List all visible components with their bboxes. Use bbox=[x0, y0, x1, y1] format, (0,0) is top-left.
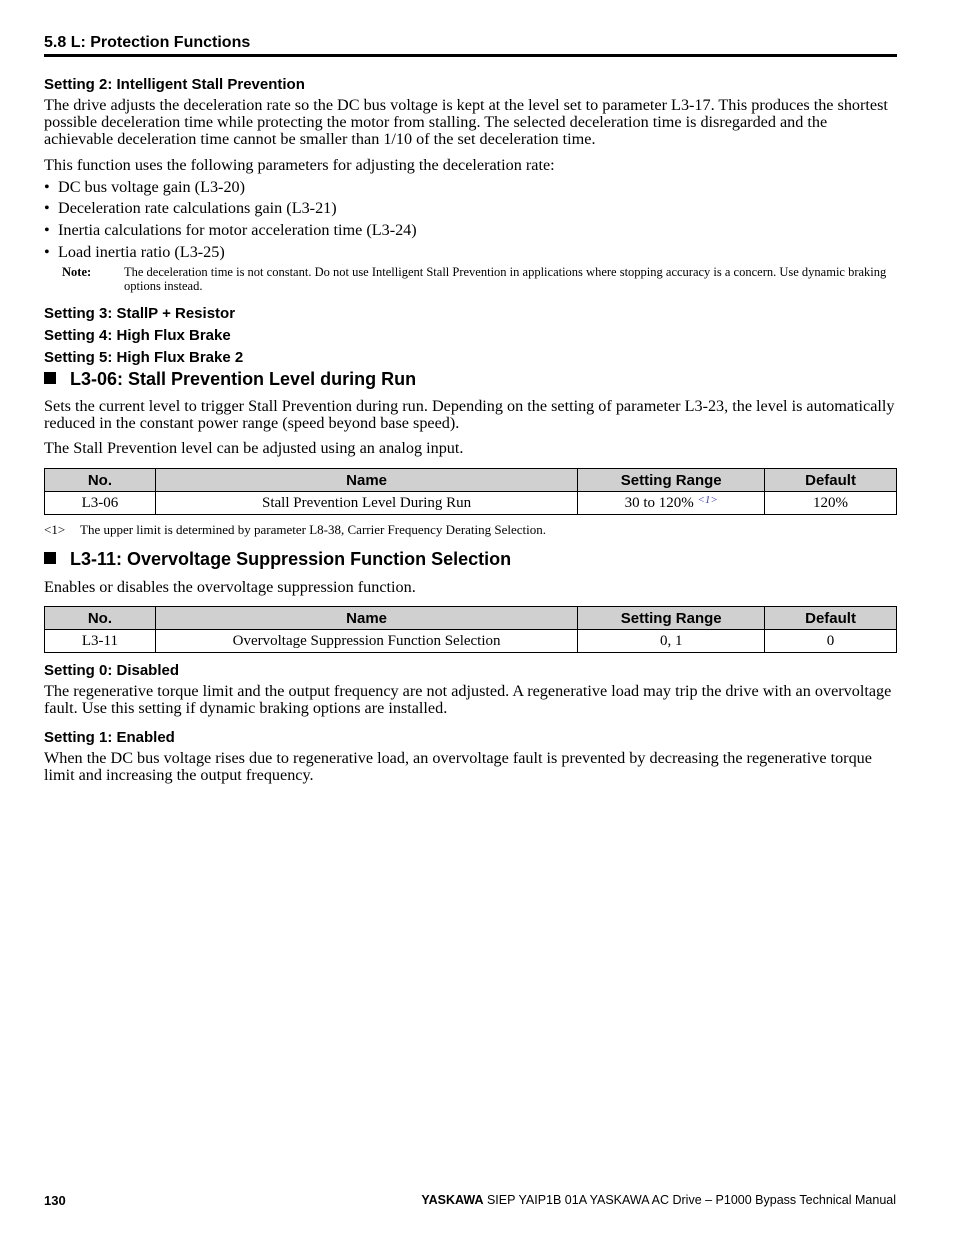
column-header-default: Default bbox=[765, 469, 897, 492]
section-square-icon bbox=[44, 372, 56, 384]
column-header-no: No. bbox=[45, 469, 156, 492]
footnote-marker: <1> bbox=[44, 522, 66, 537]
cell-no: L3-06 bbox=[45, 492, 156, 515]
l3-11-heading: L3-11: Overvoltage Suppression Function Selection bbox=[44, 549, 511, 570]
cell-name: Overvoltage Suppression Function Selection bbox=[155, 630, 577, 653]
column-header-name: Name bbox=[155, 469, 577, 492]
setting5-heading: Setting 5: High Flux Brake 2 bbox=[44, 349, 244, 366]
table-header-row bbox=[45, 469, 897, 492]
setting1-heading: Setting 1: Enabled bbox=[44, 729, 175, 746]
l3-11-parameter-table bbox=[44, 606, 897, 653]
column-header-setting-range: Setting Range bbox=[578, 607, 765, 630]
section-square-icon bbox=[44, 552, 56, 564]
table-row bbox=[45, 630, 897, 653]
section-title: 5.8 L: Protection Functions bbox=[44, 34, 251, 51]
bullet-item: • DC bus voltage gain (L3-20) bbox=[44, 178, 246, 196]
l3-06-paragraph-2: The Stall Prevention level can be adjusted using an analog input. bbox=[44, 439, 464, 457]
cell-setting-range: 0, 1 bbox=[578, 630, 765, 653]
bullet-item: • Load inertia ratio (L3-25) bbox=[44, 243, 225, 261]
setting3-heading: Setting 3: StallP + Resistor bbox=[44, 305, 236, 322]
page-number: 130 bbox=[44, 1193, 66, 1208]
column-header-default: Default bbox=[765, 607, 897, 630]
brand-name: YASKAWA bbox=[421, 1193, 484, 1207]
setting2-paragraph-2: This function uses the following parameters for adjusting the deceleration rate: bbox=[44, 156, 555, 174]
setting4-heading: Setting 4: High Flux Brake bbox=[44, 327, 231, 344]
table-row bbox=[45, 492, 897, 515]
footer-doc-title bbox=[421, 1193, 896, 1207]
bullet-item: • Deceleration rate calculations gain (L3-21) bbox=[44, 199, 337, 217]
l3-06-paragraph-1: Sets the current level to trigger Stall Prevention during run. Depending on the setting of parameter L3-23, the level is automatically reduced in the constant power range (speed beyond base speed). bbox=[44, 397, 895, 432]
column-header-no: No. bbox=[45, 607, 156, 630]
setting0-heading: Setting 0: Disabled bbox=[44, 662, 180, 679]
setting0-paragraph: The regenerative torque limit and the output frequency are not adjusted. A regenerative load may trip the drive with an overvoltage fault. Use this setting if dynamic braking options are installed. bbox=[44, 682, 892, 717]
column-header-setting-range: Setting Range bbox=[578, 469, 765, 492]
table-header-row bbox=[45, 607, 897, 630]
cell-name: Stall Prevention Level During Run bbox=[155, 492, 577, 515]
column-header-name: Name bbox=[155, 607, 577, 630]
header-rule bbox=[44, 54, 897, 57]
setting1-paragraph: When the DC bus voltage rises due to regenerative load, an overvoltage fault is prevented by decreasing the regenerative torque limit and increasing the output frequency. bbox=[44, 749, 872, 784]
cell-default: 0 bbox=[765, 630, 897, 653]
footnote-link[interactable]: <1> bbox=[697, 494, 718, 506]
note-label: Note: bbox=[62, 265, 92, 279]
setting2-paragraph-1: The drive adjusts the deceleration rate so the DC bus voltage is kept at the level set to parameter L3-17. This produces the shortest possible deceleration time while protecting the motor from stalling. The selected deceleration time is disregarded and the achievable deceleration time cannot be smaller than 1/10 of the set deceleration time. bbox=[44, 96, 888, 148]
doc-title: SIEP YAIP1B 01A YASKAWA AC Drive – P1000 Bypass Technical Manual bbox=[486, 1193, 896, 1207]
cell-setting-range: 30 to 120% $^{<1>}$ bbox=[578, 492, 765, 515]
l3-11-paragraph-1: Enables or disables the overvoltage suppression function. bbox=[44, 578, 416, 596]
footnote-text: The upper limit is determined by parameter L8-38, Carrier Frequency Derating Selection. bbox=[80, 522, 547, 537]
cell-default: 120% bbox=[765, 492, 897, 515]
setting2-heading: Setting 2: Intelligent Stall Prevention bbox=[44, 76, 305, 93]
cell-no: L3-11 bbox=[45, 630, 156, 653]
l3-06-parameter-table bbox=[44, 468, 897, 515]
note-text: The deceleration time is not constant. Do not use Intelligent Stall Prevention in applications where stopping accuracy is a concern. Use dynamic braking options instead. bbox=[124, 265, 887, 293]
bullet-item: • Inertia calculations for motor acceleration time (L3-24) bbox=[44, 221, 417, 239]
l3-06-heading: L3-06: Stall Prevention Level during Run bbox=[44, 369, 416, 390]
